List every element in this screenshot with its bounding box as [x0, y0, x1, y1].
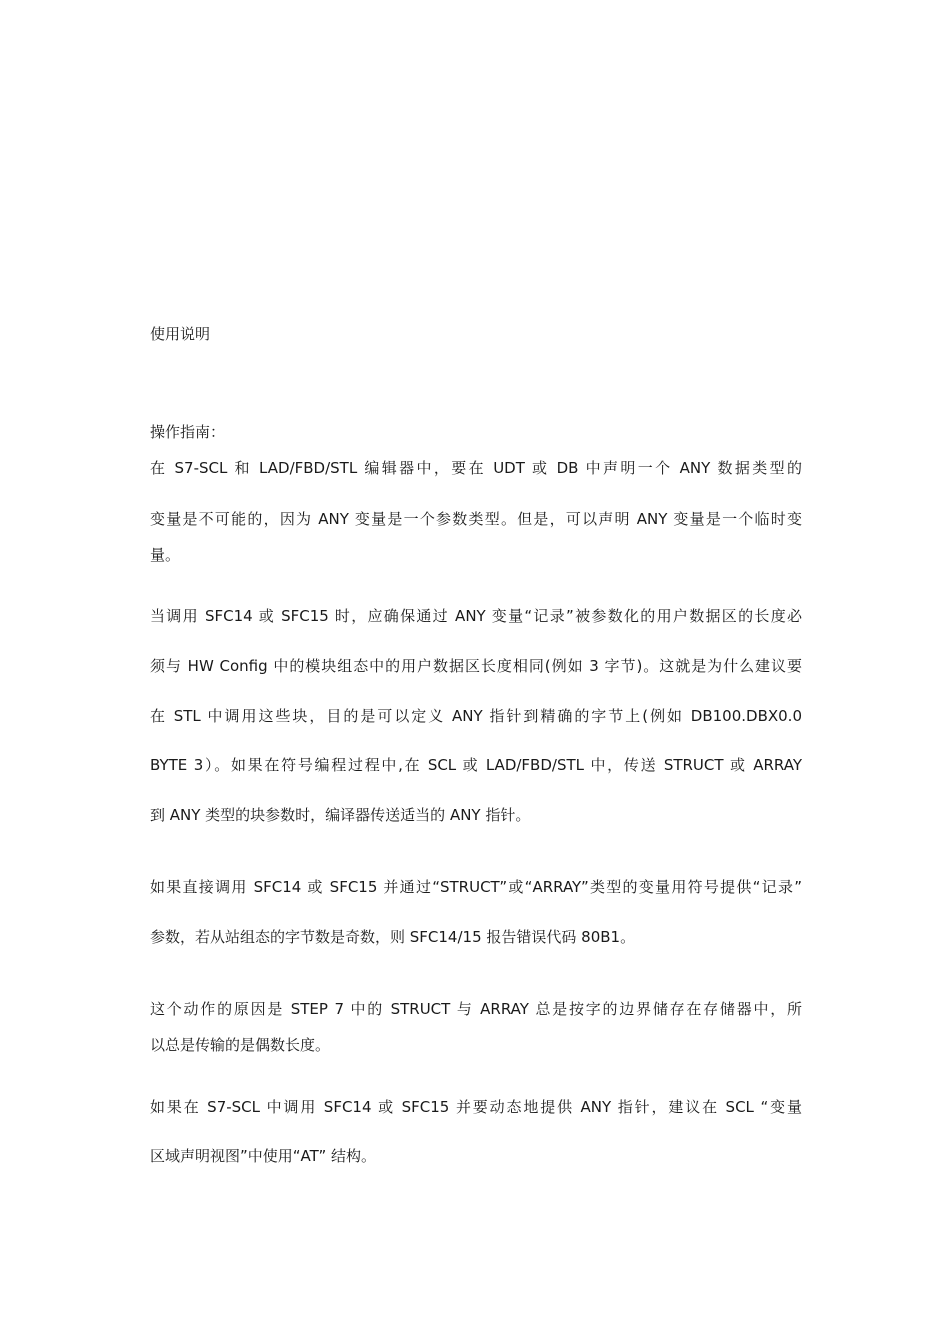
- paragraph-line: 如果直接调用 SFC14 或 SFC15 并通过“STRUCT”或“ARRAY”类型的变量用符号提供“记录”: [150, 878, 802, 896]
- paragraph-line: 到 ANY 类型的块参数时，编译器传送适当的 ANY 指针。: [150, 806, 531, 824]
- paragraph-line: 变量是不可能的，因为 ANY 变量是一个参数类型。但是，可以声明 ANY 变量是一个临时变: [150, 510, 802, 528]
- section-heading: 操作指南：: [150, 423, 226, 441]
- paragraph-line: BYTE 3）。如果在符号编程过程中,在 SCL 或 LAD/FBD/STL 中，传送 STRUCT 或 ARRAY: [150, 756, 802, 774]
- paragraph-line: 量。: [150, 546, 181, 564]
- document-title: 使用说明: [150, 325, 211, 343]
- paragraph-line: 当调用 SFC14 或 SFC15 时，应确保通过 ANY 变量“记录”被参数化的用户数据区的长度必: [150, 607, 802, 625]
- paragraph-line: 以总是传输的是偶数长度。: [150, 1036, 331, 1054]
- paragraph-line: 这个动作的原因是 STEP 7 中的 STRUCT 与 ARRAY 总是按字的边界储存在存储器中，所: [150, 1000, 802, 1018]
- paragraph-line: 在 S7-SCL 和 LAD/FBD/STL 编辑器中，要在 UDT 或 DB 中声明一个 ANY 数据类型的: [150, 459, 802, 477]
- paragraph-line: 区域声明视图”中使用“AT” 结构。: [150, 1147, 377, 1165]
- paragraph-line: 如果在 S7-SCL 中调用 SFC14 或 SFC15 并要动态地提供 ANY 指针，建议在 SCL “变量: [150, 1098, 802, 1116]
- paragraph-line: 参数，若从站组态的字节数是奇数，则 SFC14/15 报告错误代码 80B1。: [150, 928, 636, 946]
- paragraph-line: 须与 HW Config 中的模块组态中的用户数据区长度相同(例如 3 字节)。这就是为什么建议要: [150, 657, 802, 675]
- paragraph-line: 在 STL 中调用这些块，目的是可以定义 ANY 指针到精确的字节上(例如 DB100.DBX0.0: [150, 707, 802, 725]
